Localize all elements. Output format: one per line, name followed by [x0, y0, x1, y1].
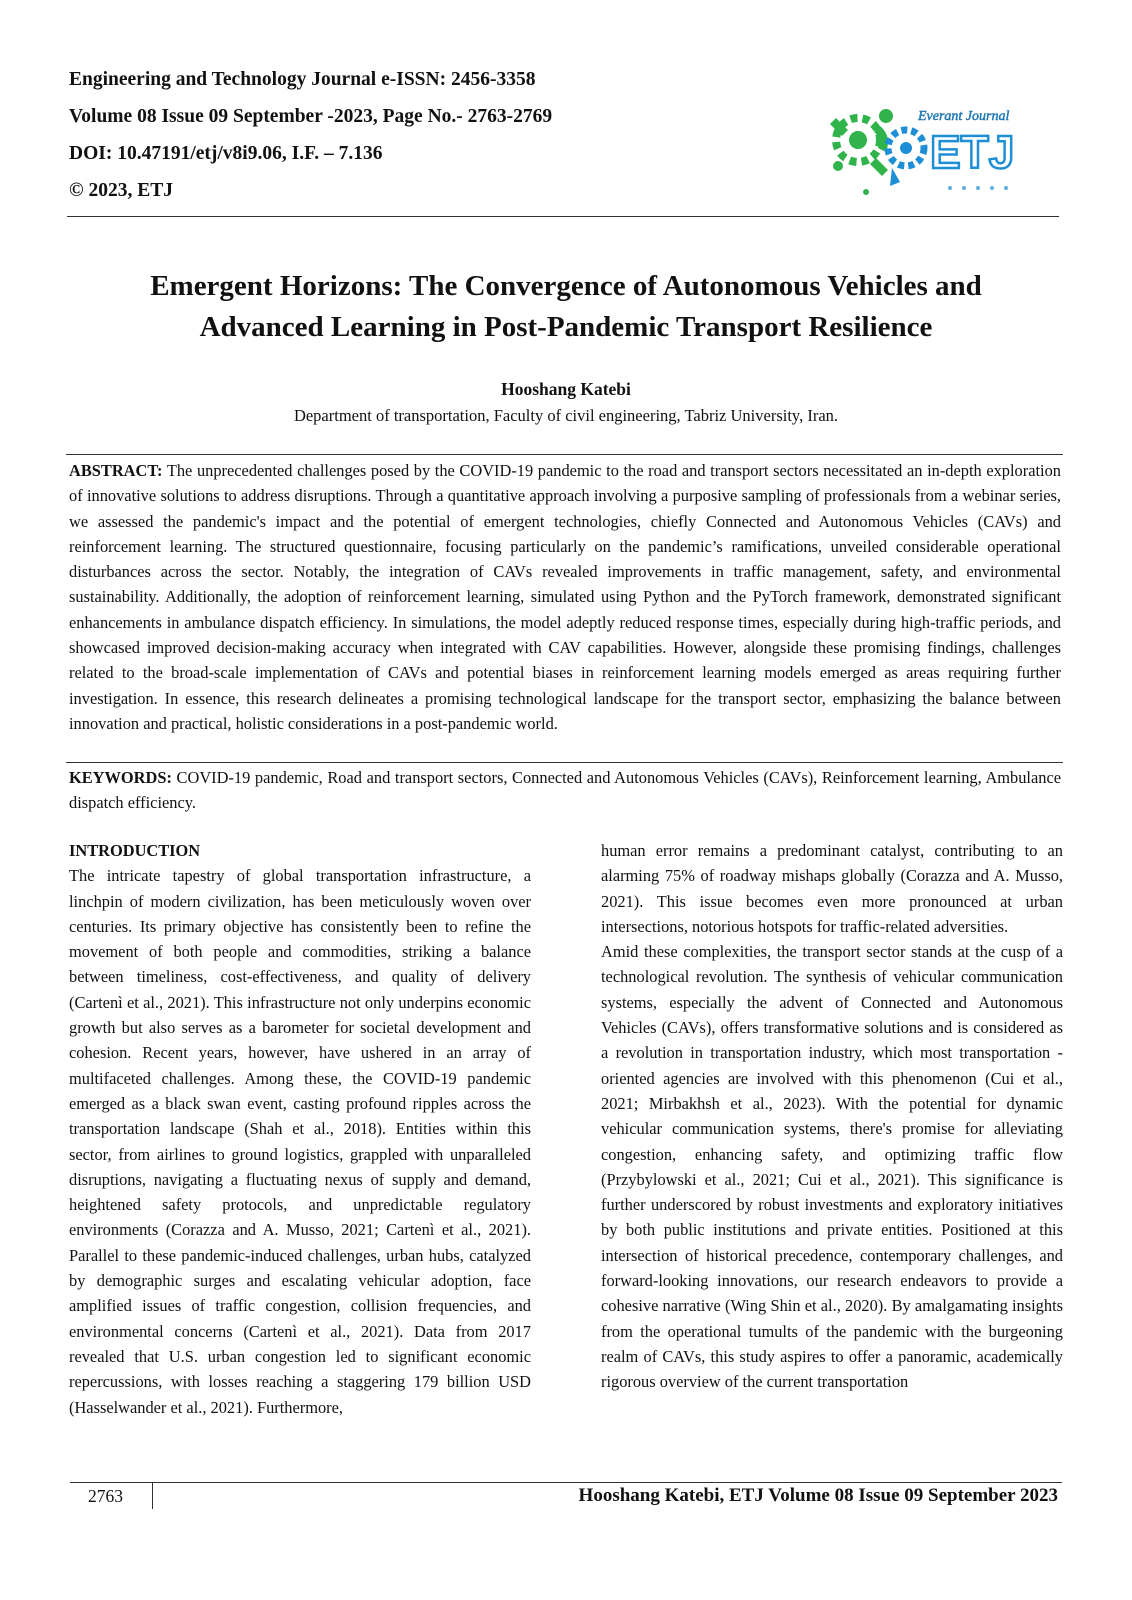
footer-rule: [70, 1482, 1062, 1483]
logo-tagline: Everant Journal: [918, 109, 1010, 124]
keywords-text: COVID-19 pandemic, Road and transport sectors, Connected and Autonomous Vehicles (CAVs), Reinforcement learning, Ambulance dispatch efficiency.: [69, 768, 1061, 813]
header-divider: [67, 216, 1059, 217]
right-column: [601, 838, 1063, 1395]
paragraph: The intricate tapestry of global transportation infrastructure, a linchpin of modern civilization, has been meticulously woven over centuries. Its primary objective has consistently been to refine the movement of both people and commodities, striking a balance between timeliness, cost-effectiveness, and quality of delivery (Cartenì et al., 2021). This infrastructure not only underpins economic growth but also serves as a barometer for societal development and cohesion. Recent years, however, have ushered in an array of multifaceted challenges. Among these, the COVID-19 pandemic emerged as a black swan event, casting profound ripples across the transportation landscape (Shah et al., 2018). Entities within this sector, from airlines to ground logistics, grappled with unparalleled disruptions, navigating a fluctuating nexus of supply and demand, heightened safety protocols, and unpredictable regulatory environments (Corazza and A. Musso, 2021; Cartenì et al., 2021). Parallel to these pandemic-induced challenges, urban hubs, catalyzed by demographic surges and escalating vehicular adoption, face amplified issues of traffic congestion, collision frequencies, and environmental concerns (Cartenì et al., 2021). Data from 2017 revealed that U.S. urban congestion led to significant economic repercussions, with losses reaching a staggering 179 billion USD (Hasselwander et al., 2021). Furthermore,: [69, 866, 531, 1417]
abstract-text: The unprecedented challenges posed by the COVID-19 pandemic to the road and transport sectors necessitated an in-depth exploration of innovative solutions to address disruptions. Through a quantitative approach involving a purposive sampling of professionals from a webinar series, we assessed the pandemic's impact and the potential of emergent technologies, chiefly Connected and Autonomous Vehicles (CAVs) and reinforcement learning. The structured questionnaire, focusing particularly on the pandemic’s ramifications, unveiled considerable operational disturbances across the sector. Notably, the integration of CAVs revealed improvements in traffic management, safety, and environmental sustainability. Additionally, the adoption of reinforcement learning, simulated using Python and the PyTorch framework, demonstrated significant enhancements in ambulance dispatch efficiency. In simulations, the model adeptly reduced response times, especially during high-traffic periods, and showcased improved decision-making accuracy when integrated with CAV capabilities. However, alongside these promising findings, challenges related to the broad-scale implementation of CAVs and potential biases in reinforcement learning models emerged as areas requiring further investigation. In essence, this research delineates a promising technological landscape for the transport sector, emphasizing the balance between innovation and practical, holistic considerations in a post-pandemic world.: [69, 461, 1061, 733]
left-column: [69, 838, 531, 1420]
paragraph: human error remains a predominant catalyst, contributing to an alarming 75% of roadway mishaps globally (Corazza and A. Musso, 2021). This issue becomes even more pronounced at urban intersections, notorious hotspots for traffic-related adversities.: [601, 841, 1063, 936]
gear-icon: [830, 109, 893, 176]
logo-letters: ETJ: [930, 126, 1015, 178]
paragraph: Amid these complexities, the transport sector stands at the cusp of a technological revolution. The synthesis of vehicular communication systems, especially the advent of Connected and Autonomous Vehicles (CAVs), offers transformative solutions and is considered as a revolution in transportation industry, which most transportation -oriented agencies are involved with this phenomenon (Cui et al., 2021; Mirbakhsh et al., 2023). With the potential for dynamic vehicular communication systems, there's promise for alleviating congestion, enhancing safety, and optimizing traffic flow (Przybylowski et al., 2021; Cui et al., 2021). This significance is further underscored by robust investments and exploratory initiatives by both public institutions and private entities. Positioned at this intersection of historical precedence, contemporary challenges, and forward-looking innovations, our research endeavors to provide a cohesive narrative (Wing Shin et al., 2020). By amalgamating insights from the operational tumults of the pandemic with the burgeoning realm of CAVs, this study aspires to offer a panoramic, academically rigorous overview of the current transportation: [601, 942, 1063, 1392]
abstract-bottom-rule: [66, 762, 1063, 763]
abstract-top-rule: [66, 454, 1063, 455]
author-name: Hooshang Katebi: [501, 379, 631, 399]
author-affiliation: Department of transportation, Faculty of civil engineering, Tabriz University, Iran.: [293, 406, 839, 425]
section-heading: INTRODUCTION: [69, 841, 201, 860]
volume-info: Volume 08 Issue 09 September -2023, Page No.- 2763-2769: [69, 106, 553, 127]
keywords: [69, 765, 1061, 816]
paper-title: [60, 266, 1072, 348]
page-number: 2763: [88, 1486, 123, 1506]
footer-separator: [152, 1483, 153, 1509]
logo-dot: [863, 189, 869, 195]
abstract-label: ABSTRACT:: [69, 461, 163, 480]
journal-name: Engineering and Technology Journal e-ISSN: 2456-3358: [69, 69, 536, 90]
copyright: © 2023, ETJ: [69, 180, 173, 201]
etj-logo-graphic: [826, 96, 1042, 198]
keywords-label: KEYWORDS:: [69, 768, 172, 787]
etj-logo: [826, 96, 1042, 198]
title-line-2: Advanced Learning in Post-Pandemic Transport Resilience: [199, 311, 933, 343]
gear-icon: [888, 130, 924, 186]
logo-ornament: [948, 186, 1008, 190]
abstract: [69, 458, 1061, 736]
doi-info: DOI: 10.47191/etj/v8i9.06, I.F. – 7.136: [69, 143, 383, 164]
title-line-1: Emergent Horizons: The Convergence of Autonomous Vehicles and: [150, 270, 982, 302]
running-footer: Hooshang Katebi, ETJ Volume 08 Issue 09 September 2023: [578, 1485, 1058, 1506]
journal-header: [69, 68, 709, 216]
